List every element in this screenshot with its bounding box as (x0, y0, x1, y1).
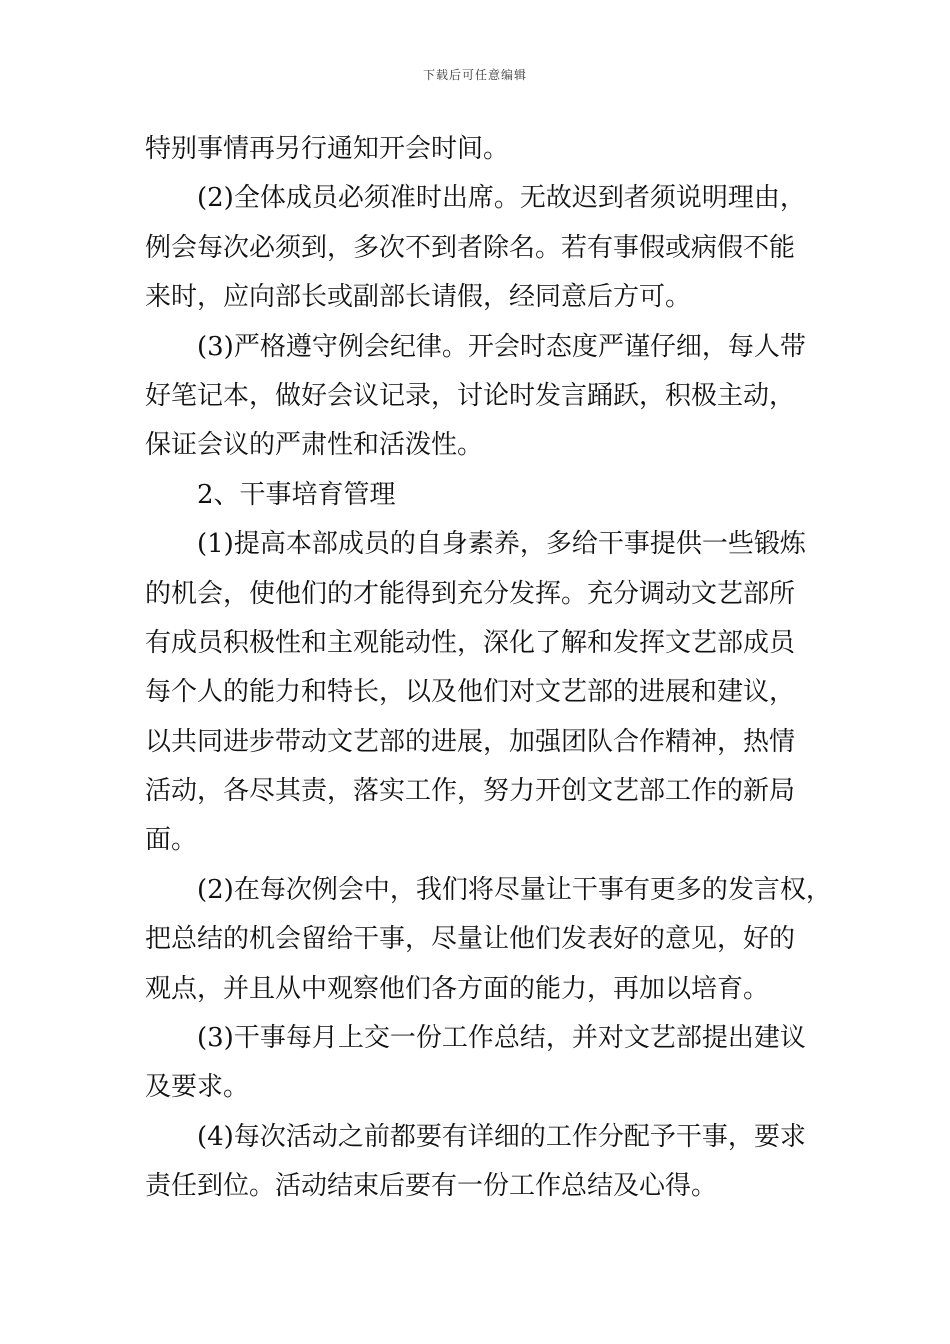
text-line: 以共同进步带动文艺部的进展，加强团队合作精神，热情 (145, 726, 796, 757)
text-line: 来时，应向部长或副部长请假，经同意后方可。 (145, 282, 692, 313)
text-line: 有成员积极性和主观能动性，深化了解和发挥文艺部成员 (145, 627, 796, 658)
text-line: 好笔记本，做好会议记录，讨论时发言踊跃，积极主动， (145, 380, 796, 411)
header-note: 下载后可任意编辑 (422, 68, 527, 82)
text-line: 例会每次必须到，多次不到者除名。若有事假或病假不能 (145, 232, 796, 263)
text-line: 的机会，使他们的才能得到充分发挥。充分调动文艺部所 (145, 578, 796, 609)
text-line: (1)提高本部成员的自身素养，多给干事提供一些锻炼 (197, 529, 806, 560)
text-line: 每个人的能力和特长，以及他们对文艺部的进展和建议， (145, 677, 796, 708)
text-line: (4)每次活动之前都要有详细的工作分配予干事，要求 (197, 1121, 806, 1152)
text-line: 特别事情再另行通知开会时间。 (145, 134, 510, 164)
text-line: 责任到位。活动结束后要有一份工作总结及心得。 (145, 1171, 718, 1202)
text-line: (2)全体成员必须准时出席。无故迟到者须说明理由， (197, 183, 806, 214)
text-line: 2、干事培育管理 (197, 479, 396, 510)
text-line: 把总结的机会留给干事，尽量让他们发表好的意见，好的 (145, 924, 796, 955)
text-line: 保证会议的严肃性和活泼性。 (145, 430, 484, 461)
text-line: 观点，并且从中观察他们各方面的能力，再加以培育。 (145, 973, 770, 1004)
text-line: (3)严格遵守例会纪律。开会时态度严谨仔细，每人带 (197, 331, 806, 362)
text-line: 面。 (145, 825, 198, 856)
text-line: 活动，各尽其责，落实工作，努力开创文艺部工作的新局 (145, 776, 796, 807)
text-line: (3)干事每月上交一份工作总结，并对文艺部提出建议 (197, 1023, 806, 1054)
text-line: 及要求。 (145, 1072, 250, 1103)
body-text (145, 125, 832, 1212)
text-line: (2)在每次例会中，我们将尽量让干事有更多的发言权， (197, 874, 832, 905)
